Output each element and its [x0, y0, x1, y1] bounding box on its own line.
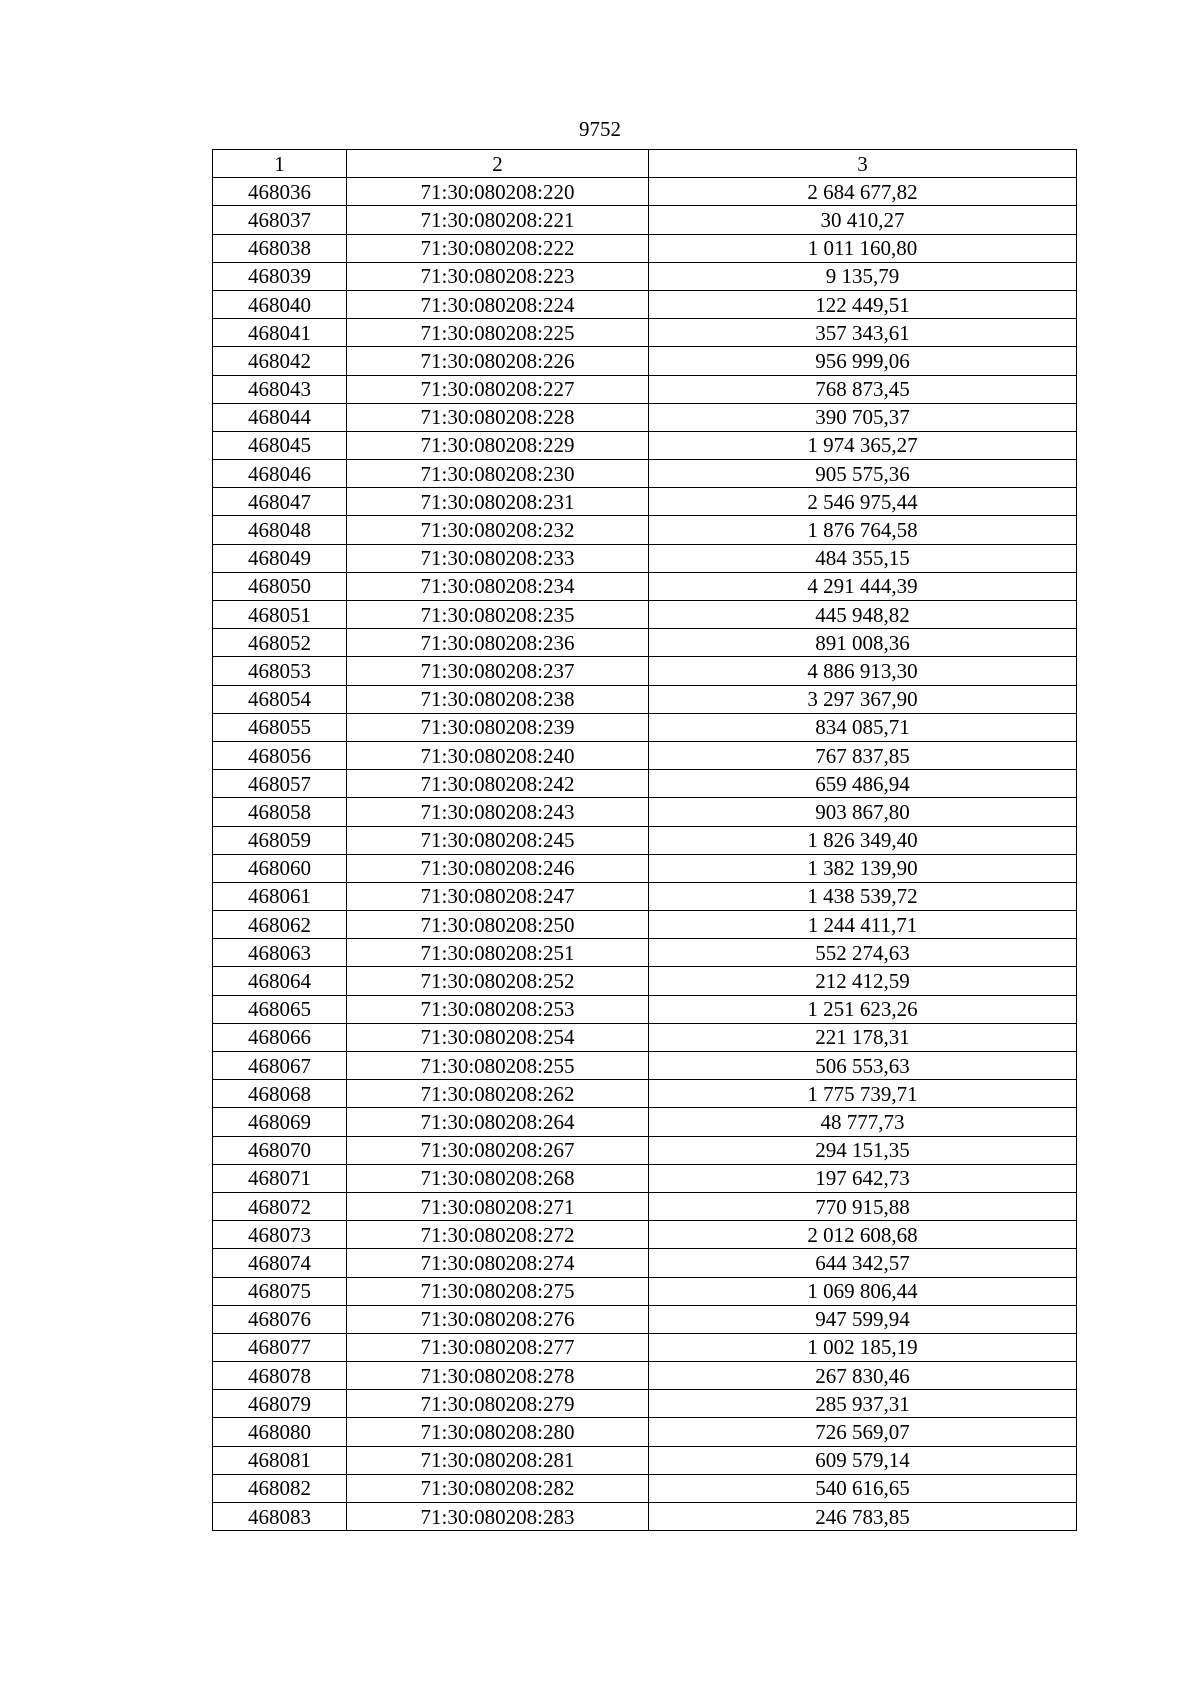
table-row	[213, 488, 1077, 516]
row-number-cell: 468058	[213, 798, 347, 826]
value-cell: 246 783,85	[649, 1503, 1077, 1531]
cadastral-number-cell: 71:30:080208:231	[347, 488, 649, 516]
value-cell: 609 579,14	[649, 1446, 1077, 1474]
cadastral-number-cell: 71:30:080208:229	[347, 431, 649, 459]
cadastral-number-cell: 71:30:080208:253	[347, 995, 649, 1023]
cadastral-number-cell: 71:30:080208:283	[347, 1503, 649, 1531]
row-number-cell: 468041	[213, 319, 347, 347]
table-row	[213, 657, 1077, 685]
cadastral-number-cell: 71:30:080208:282	[347, 1474, 649, 1502]
row-number-cell: 468078	[213, 1362, 347, 1390]
value-cell: 1 775 739,71	[649, 1080, 1077, 1108]
table-row	[213, 262, 1077, 290]
cadastral-number-cell: 71:30:080208:230	[347, 460, 649, 488]
table-row	[213, 1503, 1077, 1531]
cadastral-number-cell: 71:30:080208:232	[347, 516, 649, 544]
row-number-cell: 468080	[213, 1418, 347, 1446]
value-cell: 484 355,15	[649, 544, 1077, 572]
cadastral-number-cell: 71:30:080208:233	[347, 544, 649, 572]
table-row	[213, 1474, 1077, 1502]
row-number-cell: 468051	[213, 601, 347, 629]
row-number-cell: 468082	[213, 1474, 347, 1502]
cadastral-number-cell: 71:30:080208:276	[347, 1305, 649, 1333]
table-row	[213, 685, 1077, 713]
value-cell: 445 948,82	[649, 601, 1077, 629]
value-cell: 267 830,46	[649, 1362, 1077, 1390]
row-number-cell: 468070	[213, 1136, 347, 1164]
cadastral-number-cell: 71:30:080208:227	[347, 375, 649, 403]
table-row	[213, 319, 1077, 347]
value-cell: 506 553,63	[649, 1052, 1077, 1080]
cadastral-number-cell: 71:30:080208:238	[347, 685, 649, 713]
table-row	[213, 544, 1077, 572]
value-cell: 9 135,79	[649, 262, 1077, 290]
cadastral-number-cell: 71:30:080208:264	[347, 1108, 649, 1136]
value-cell: 947 599,94	[649, 1305, 1077, 1333]
value-cell: 221 178,31	[649, 1023, 1077, 1051]
row-number-cell: 468055	[213, 713, 347, 741]
table-row	[213, 741, 1077, 769]
value-cell: 644 342,57	[649, 1249, 1077, 1277]
row-number-cell: 468056	[213, 741, 347, 769]
table-row	[213, 572, 1077, 600]
value-cell: 357 343,61	[649, 319, 1077, 347]
row-number-cell: 468057	[213, 770, 347, 798]
value-cell: 1 438 539,72	[649, 882, 1077, 910]
cadastral-number-cell: 71:30:080208:272	[347, 1221, 649, 1249]
row-number-cell: 468037	[213, 206, 347, 234]
value-cell: 2 684 677,82	[649, 178, 1077, 206]
cadastral-number-cell: 71:30:080208:278	[347, 1362, 649, 1390]
row-number-cell: 468073	[213, 1221, 347, 1249]
cadastral-number-cell: 71:30:080208:251	[347, 939, 649, 967]
row-number-cell: 468052	[213, 629, 347, 657]
table-row	[213, 911, 1077, 939]
value-cell: 767 837,85	[649, 741, 1077, 769]
table-row	[213, 1390, 1077, 1418]
cadastral-number-cell: 71:30:080208:247	[347, 882, 649, 910]
table-row	[213, 1080, 1077, 1108]
row-number-cell: 468066	[213, 1023, 347, 1051]
value-cell: 212 412,59	[649, 967, 1077, 995]
cadastral-number-cell: 71:30:080208:228	[347, 403, 649, 431]
cadastral-number-cell: 71:30:080208:223	[347, 262, 649, 290]
cadastral-number-cell: 71:30:080208:222	[347, 234, 649, 262]
row-number-cell: 468049	[213, 544, 347, 572]
row-number-cell: 468067	[213, 1052, 347, 1080]
value-cell: 294 151,35	[649, 1136, 1077, 1164]
cadastral-number-cell: 71:30:080208:271	[347, 1192, 649, 1220]
cadastral-number-cell: 71:30:080208:242	[347, 770, 649, 798]
table-row	[213, 375, 1077, 403]
page-number: 9752	[579, 117, 621, 141]
row-number-cell: 468068	[213, 1080, 347, 1108]
table-row	[213, 1023, 1077, 1051]
cadastral-number-cell: 71:30:080208:250	[347, 911, 649, 939]
table-row	[213, 1164, 1077, 1192]
table-row	[213, 629, 1077, 657]
value-cell: 1 826 349,40	[649, 826, 1077, 854]
cadastral-number-cell: 71:30:080208:220	[347, 178, 649, 206]
value-cell: 659 486,94	[649, 770, 1077, 798]
value-cell: 834 085,71	[649, 713, 1077, 741]
cadastral-number-cell: 71:30:080208:262	[347, 1080, 649, 1108]
row-number-cell: 468065	[213, 995, 347, 1023]
cadastral-number-cell: 71:30:080208:268	[347, 1164, 649, 1192]
row-number-cell: 468050	[213, 572, 347, 600]
cadastral-number-cell: 71:30:080208:280	[347, 1418, 649, 1446]
row-number-cell: 468061	[213, 882, 347, 910]
cadastral-number-cell: 71:30:080208:236	[347, 629, 649, 657]
row-number-cell: 468054	[213, 685, 347, 713]
table-row	[213, 1446, 1077, 1474]
row-number-cell: 468064	[213, 967, 347, 995]
table-row	[213, 431, 1077, 459]
row-number-cell: 468045	[213, 431, 347, 459]
table-body	[213, 178, 1077, 1531]
row-number-cell: 468072	[213, 1192, 347, 1220]
row-number-cell: 468039	[213, 262, 347, 290]
value-cell: 552 274,63	[649, 939, 1077, 967]
row-number-cell: 468046	[213, 460, 347, 488]
value-cell: 891 008,36	[649, 629, 1077, 657]
row-number-cell: 468074	[213, 1249, 347, 1277]
table-row	[213, 798, 1077, 826]
value-cell: 4 886 913,30	[649, 657, 1077, 685]
table-row	[213, 1221, 1077, 1249]
table-row	[213, 967, 1077, 995]
value-cell: 1 002 185,19	[649, 1333, 1077, 1361]
cadastral-number-cell: 71:30:080208:234	[347, 572, 649, 600]
table-row	[213, 460, 1077, 488]
table-row	[213, 1418, 1077, 1446]
row-number-cell: 468062	[213, 911, 347, 939]
value-cell: 770 915,88	[649, 1192, 1077, 1220]
table-row	[213, 826, 1077, 854]
cadastral-number-cell: 71:30:080208:225	[347, 319, 649, 347]
table-row	[213, 1108, 1077, 1136]
row-number-cell: 468071	[213, 1164, 347, 1192]
data-table	[212, 149, 1077, 1531]
value-cell: 390 705,37	[649, 403, 1077, 431]
row-number-cell: 468083	[213, 1503, 347, 1531]
table-row	[213, 290, 1077, 318]
cadastral-number-cell: 71:30:080208:255	[347, 1052, 649, 1080]
table-row	[213, 1362, 1077, 1390]
row-number-cell: 468059	[213, 826, 347, 854]
cadastral-number-cell: 71:30:080208:252	[347, 967, 649, 995]
cadastral-number-cell: 71:30:080208:279	[347, 1390, 649, 1418]
value-cell: 2 012 608,68	[649, 1221, 1077, 1249]
table-row	[213, 1052, 1077, 1080]
cadastral-number-cell: 71:30:080208:246	[347, 854, 649, 882]
cadastral-number-cell: 71:30:080208:245	[347, 826, 649, 854]
row-number-cell: 468076	[213, 1305, 347, 1333]
table-row	[213, 178, 1077, 206]
table-row	[213, 1277, 1077, 1305]
column-header-2: 2	[347, 150, 649, 178]
table-row	[213, 1305, 1077, 1333]
value-cell: 48 777,73	[649, 1108, 1077, 1136]
row-number-cell: 468077	[213, 1333, 347, 1361]
table-row	[213, 206, 1077, 234]
table-row	[213, 939, 1077, 967]
value-cell: 1 382 139,90	[649, 854, 1077, 882]
row-number-cell: 468036	[213, 178, 347, 206]
table-header-row	[213, 150, 1077, 178]
table-row	[213, 601, 1077, 629]
row-number-cell: 468053	[213, 657, 347, 685]
value-cell: 285 937,31	[649, 1390, 1077, 1418]
value-cell: 197 642,73	[649, 1164, 1077, 1192]
value-cell: 1 011 160,80	[649, 234, 1077, 262]
row-number-cell: 468043	[213, 375, 347, 403]
value-cell: 1 974 365,27	[649, 431, 1077, 459]
cadastral-number-cell: 71:30:080208:221	[347, 206, 649, 234]
row-number-cell: 468081	[213, 1446, 347, 1474]
value-cell: 903 867,80	[649, 798, 1077, 826]
table-row	[213, 403, 1077, 431]
row-number-cell: 468038	[213, 234, 347, 262]
value-cell: 30 410,27	[649, 206, 1077, 234]
table-row	[213, 854, 1077, 882]
value-cell: 3 297 367,90	[649, 685, 1077, 713]
table-row	[213, 770, 1077, 798]
value-cell: 1 876 764,58	[649, 516, 1077, 544]
table-row	[213, 882, 1077, 910]
cadastral-number-cell: 71:30:080208:240	[347, 741, 649, 769]
row-number-cell: 468040	[213, 290, 347, 318]
table-row	[213, 347, 1077, 375]
table-row	[213, 1249, 1077, 1277]
row-number-cell: 468063	[213, 939, 347, 967]
value-cell: 1 244 411,71	[649, 911, 1077, 939]
cadastral-number-cell: 71:30:080208:235	[347, 601, 649, 629]
row-number-cell: 468079	[213, 1390, 347, 1418]
value-cell: 4 291 444,39	[649, 572, 1077, 600]
cadastral-number-cell: 71:30:080208:275	[347, 1277, 649, 1305]
table-row	[213, 1192, 1077, 1220]
value-cell: 1 251 623,26	[649, 995, 1077, 1023]
value-cell: 956 999,06	[649, 347, 1077, 375]
table-row	[213, 1136, 1077, 1164]
value-cell: 122 449,51	[649, 290, 1077, 318]
row-number-cell: 468048	[213, 516, 347, 544]
value-cell: 905 575,36	[649, 460, 1077, 488]
value-cell: 1 069 806,44	[649, 1277, 1077, 1305]
cadastral-number-cell: 71:30:080208:226	[347, 347, 649, 375]
row-number-cell: 468042	[213, 347, 347, 375]
table-row	[213, 1333, 1077, 1361]
table-row	[213, 713, 1077, 741]
cadastral-number-cell: 71:30:080208:281	[347, 1446, 649, 1474]
row-number-cell: 468075	[213, 1277, 347, 1305]
value-cell: 2 546 975,44	[649, 488, 1077, 516]
value-cell: 768 873,45	[649, 375, 1077, 403]
row-number-cell: 468060	[213, 854, 347, 882]
row-number-cell: 468047	[213, 488, 347, 516]
cadastral-number-cell: 71:30:080208:274	[347, 1249, 649, 1277]
cadastral-number-cell: 71:30:080208:277	[347, 1333, 649, 1361]
cadastral-number-cell: 71:30:080208:243	[347, 798, 649, 826]
table-row	[213, 995, 1077, 1023]
table-row	[213, 516, 1077, 544]
row-number-cell: 468069	[213, 1108, 347, 1136]
value-cell: 540 616,65	[649, 1474, 1077, 1502]
cadastral-number-cell: 71:30:080208:239	[347, 713, 649, 741]
cadastral-number-cell: 71:30:080208:254	[347, 1023, 649, 1051]
cadastral-number-cell: 71:30:080208:237	[347, 657, 649, 685]
cadastral-number-cell: 71:30:080208:224	[347, 290, 649, 318]
cadastral-number-cell: 71:30:080208:267	[347, 1136, 649, 1164]
column-header-3: 3	[649, 150, 1077, 178]
table-row	[213, 234, 1077, 262]
column-header-1: 1	[213, 150, 347, 178]
value-cell: 726 569,07	[649, 1418, 1077, 1446]
row-number-cell: 468044	[213, 403, 347, 431]
